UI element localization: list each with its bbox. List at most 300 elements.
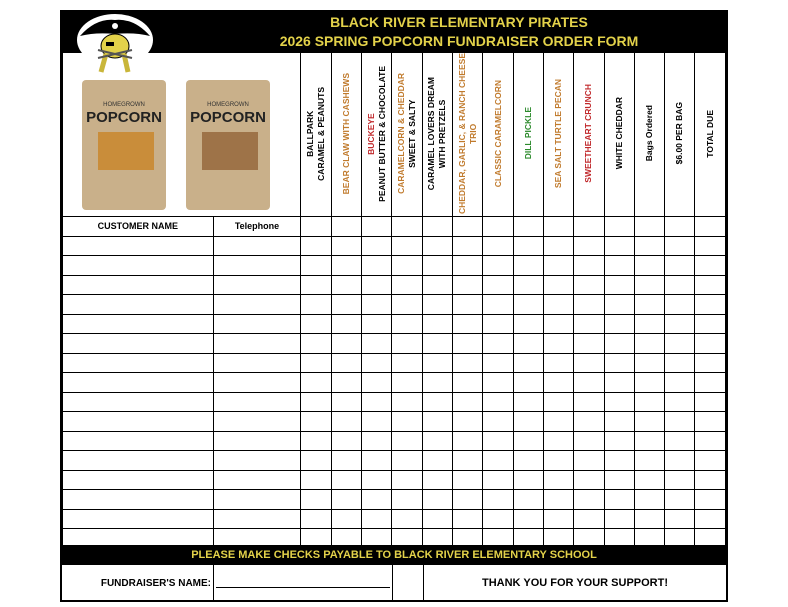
quantity-cell[interactable] (634, 236, 664, 256)
quantity-cell[interactable] (331, 256, 361, 276)
quantity-cell[interactable] (513, 236, 543, 256)
column-header-text (614, 97, 625, 169)
quantity-cell[interactable] (422, 431, 452, 451)
quantity-cell[interactable] (392, 314, 422, 334)
quantity-cell[interactable] (634, 412, 664, 432)
quantity-cell[interactable] (544, 431, 574, 451)
quantity-cell[interactable] (422, 353, 452, 373)
quantity-cell[interactable] (544, 451, 574, 471)
quantity-cell[interactable] (513, 275, 543, 295)
bag2-brand: HOMEGROWN (207, 102, 249, 108)
quantity-cell[interactable] (604, 256, 634, 276)
quantity-cell[interactable] (422, 314, 452, 334)
label-row-cell (544, 217, 574, 237)
school-title: BLACK RIVER ELEMENTARY PIRATES (330, 14, 588, 30)
label-row-cell (483, 217, 513, 237)
customer-name-cell[interactable] (63, 392, 214, 412)
quantity-cell[interactable] (574, 412, 604, 432)
quantity-cell[interactable] (634, 295, 664, 315)
header-segment: WITH PRETZELS (437, 99, 448, 168)
quantity-cell[interactable] (362, 275, 392, 295)
quantity-cell[interactable] (301, 314, 331, 334)
quantity-cell[interactable] (453, 275, 483, 295)
quantity-cell[interactable] (634, 470, 664, 490)
quantity-cell[interactable] (513, 334, 543, 354)
quantity-cell[interactable] (574, 373, 604, 393)
product-column-header (665, 53, 695, 217)
quantity-cell[interactable] (453, 431, 483, 451)
quantity-cell[interactable] (362, 295, 392, 315)
quantity-cell[interactable] (453, 334, 483, 354)
customer-name-cell[interactable] (63, 256, 214, 276)
customer-name-cell[interactable] (63, 470, 214, 490)
quantity-cell[interactable] (331, 392, 361, 412)
quantity-cell[interactable] (301, 256, 331, 276)
quantity-cell[interactable] (604, 431, 634, 451)
quantity-cell[interactable] (513, 373, 543, 393)
quantity-cell[interactable] (544, 334, 574, 354)
quantity-cell[interactable] (453, 392, 483, 412)
quantity-cell[interactable] (392, 470, 422, 490)
quantity-cell[interactable] (422, 334, 452, 354)
quantity-cell[interactable] (513, 490, 543, 510)
quantity-cell[interactable] (604, 295, 634, 315)
customer-name-cell[interactable] (63, 490, 214, 510)
quantity-cell[interactable] (362, 392, 392, 412)
quantity-cell[interactable] (453, 470, 483, 490)
quantity-cell[interactable] (392, 334, 422, 354)
quantity-cell[interactable] (665, 256, 695, 276)
customer-name-header: CUSTOMER NAME (63, 217, 214, 237)
quantity-cell[interactable] (634, 392, 664, 412)
telephone-cell[interactable] (213, 470, 301, 490)
customer-name-cell[interactable] (63, 412, 214, 432)
quantity-cell[interactable] (362, 431, 392, 451)
quantity-cell[interactable] (574, 236, 604, 256)
customer-name-cell[interactable] (63, 275, 214, 295)
quantity-cell[interactable] (574, 392, 604, 412)
customer-name-cell[interactable] (63, 353, 214, 373)
telephone-cell[interactable] (213, 353, 301, 373)
header-segment: SWEETHEART CRUNCH (583, 84, 594, 183)
quantity-cell[interactable] (392, 373, 422, 393)
quantity-cell[interactable] (513, 509, 543, 529)
label-row-cell (665, 217, 695, 237)
quantity-cell[interactable] (483, 392, 513, 412)
footer-blank-cell (393, 565, 424, 602)
quantity-cell[interactable] (453, 314, 483, 334)
quantity-cell[interactable] (301, 236, 331, 256)
quantity-cell[interactable] (301, 275, 331, 295)
quantity-cell[interactable] (422, 451, 452, 471)
label-row-cell (422, 217, 452, 237)
quantity-cell[interactable] (483, 314, 513, 334)
column-header-text (705, 110, 716, 158)
quantity-cell[interactable] (453, 256, 483, 276)
quantity-cell[interactable] (665, 353, 695, 373)
quantity-cell[interactable] (362, 509, 392, 529)
quantity-cell[interactable] (634, 256, 664, 276)
quantity-cell[interactable] (483, 353, 513, 373)
quantity-cell[interactable] (301, 470, 331, 490)
quantity-cell[interactable] (634, 334, 664, 354)
checks-payable-note: PLEASE MAKE CHECKS PAYABLE TO BLACK RIVER ELEMENTARY SCHOOL (62, 545, 726, 565)
quantity-cell[interactable] (301, 334, 331, 354)
order-row (63, 431, 726, 451)
quantity-cell[interactable] (331, 451, 361, 471)
quantity-cell[interactable] (695, 353, 726, 373)
header-segment: TOTAL DUE (704, 109, 715, 158)
telephone-cell[interactable] (213, 431, 301, 451)
quantity-cell[interactable] (695, 373, 726, 393)
label-row-cell (695, 217, 726, 237)
quantity-cell[interactable] (574, 490, 604, 510)
customer-name-cell[interactable] (63, 431, 214, 451)
quantity-cell[interactable] (331, 334, 361, 354)
quantity-cell[interactable] (483, 236, 513, 256)
quantity-cell[interactable] (422, 256, 452, 276)
quantity-cell[interactable] (544, 470, 574, 490)
quantity-cell[interactable] (483, 373, 513, 393)
quantity-cell[interactable] (544, 392, 574, 412)
quantity-cell[interactable] (604, 236, 634, 256)
customer-name-cell[interactable] (63, 451, 214, 471)
quantity-cell[interactable] (544, 275, 574, 295)
quantity-cell[interactable] (513, 353, 543, 373)
quantity-cell[interactable] (513, 314, 543, 334)
customer-name-cell[interactable] (63, 509, 214, 529)
quantity-cell[interactable] (695, 412, 726, 432)
quantity-cell[interactable] (362, 334, 392, 354)
column-header-text (426, 77, 448, 190)
label-row-cell (604, 217, 634, 237)
quantity-cell[interactable] (604, 470, 634, 490)
pirate-logo-icon (76, 14, 154, 76)
quantity-cell[interactable] (544, 490, 574, 510)
quantity-cell[interactable] (362, 236, 392, 256)
header-segment: DILL PICKLE (522, 107, 533, 160)
quantity-cell[interactable] (422, 373, 452, 393)
quantity-cell[interactable] (574, 431, 604, 451)
header-segment: TRIO (467, 123, 478, 144)
quantity-cell[interactable] (392, 509, 422, 529)
quantity-cell[interactable] (483, 490, 513, 510)
header-segment: CLASSIC CARAMELCORN (492, 79, 503, 188)
quantity-cell[interactable] (665, 295, 695, 315)
quantity-cell[interactable] (634, 509, 664, 529)
quantity-cell[interactable] (695, 275, 726, 295)
quantity-cell[interactable] (392, 412, 422, 432)
quantity-cell[interactable] (392, 392, 422, 412)
quantity-cell[interactable] (301, 412, 331, 432)
quantity-cell[interactable] (604, 373, 634, 393)
quantity-cell[interactable] (634, 314, 664, 334)
quantity-cell[interactable] (665, 373, 695, 393)
product-column-header (544, 53, 574, 217)
quantity-cell[interactable] (362, 412, 392, 432)
quantity-cell[interactable] (362, 256, 392, 276)
quantity-cell[interactable] (574, 470, 604, 490)
label-row-cell (574, 217, 604, 237)
quantity-cell[interactable] (513, 451, 543, 471)
quantity-cell[interactable] (453, 451, 483, 471)
quantity-cell[interactable] (544, 256, 574, 276)
quantity-cell[interactable] (422, 470, 452, 490)
customer-name-cell[interactable] (63, 373, 214, 393)
quantity-cell[interactable] (483, 275, 513, 295)
label-row-cell (634, 217, 664, 237)
quantity-cell[interactable] (574, 275, 604, 295)
header-segment: $6.00 PER BAG (674, 102, 685, 165)
telephone-cell[interactable] (213, 509, 301, 529)
order-row (63, 490, 726, 510)
order-row (63, 256, 726, 276)
quantity-cell[interactable] (604, 509, 634, 529)
quantity-cell[interactable] (392, 275, 422, 295)
label-row-cell (331, 217, 361, 237)
product-column-header (422, 53, 452, 217)
header-segment: BEAR CLAW WITH CASHEWS (340, 72, 351, 195)
popcorn-bags-image (76, 72, 296, 212)
quantity-cell[interactable] (483, 412, 513, 432)
quantity-cell[interactable] (392, 431, 422, 451)
quantity-cell[interactable] (604, 353, 634, 373)
quantity-cell[interactable] (695, 256, 726, 276)
quantity-cell[interactable] (544, 236, 574, 256)
quantity-cell[interactable] (513, 392, 543, 412)
quantity-cell[interactable] (422, 392, 452, 412)
quantity-cell[interactable] (665, 412, 695, 432)
quantity-cell[interactable] (362, 470, 392, 490)
quantity-cell[interactable] (483, 256, 513, 276)
telephone-cell[interactable] (213, 490, 301, 510)
quantity-cell[interactable] (362, 490, 392, 510)
quantity-cell[interactable] (665, 334, 695, 354)
quantity-cell[interactable] (301, 353, 331, 373)
order-row (63, 392, 726, 412)
quantity-cell[interactable] (453, 373, 483, 393)
bag1-name: POPCORN (86, 109, 162, 126)
quantity-cell[interactable] (392, 236, 422, 256)
title-banner (62, 12, 726, 53)
telephone-cell[interactable] (213, 451, 301, 471)
order-row (63, 314, 726, 334)
telephone-cell[interactable] (213, 256, 301, 276)
telephone-cell[interactable] (213, 314, 301, 334)
customer-name-cell[interactable] (63, 334, 214, 354)
quantity-cell[interactable] (422, 275, 452, 295)
quantity-cell[interactable] (513, 295, 543, 315)
quantity-cell[interactable] (483, 451, 513, 471)
quantity-cell[interactable] (301, 431, 331, 451)
customer-name-cell[interactable] (63, 236, 214, 256)
order-row (63, 451, 726, 471)
quantity-cell[interactable] (483, 334, 513, 354)
quantity-cell[interactable] (604, 334, 634, 354)
quantity-cell[interactable] (453, 295, 483, 315)
quantity-cell[interactable] (544, 314, 574, 334)
fundraiser-name-field[interactable] (213, 565, 393, 602)
telephone-cell[interactable] (213, 412, 301, 432)
quantity-cell[interactable] (301, 392, 331, 412)
quantity-cell[interactable] (695, 509, 726, 529)
quantity-cell[interactable] (331, 353, 361, 373)
quantity-cell[interactable] (362, 314, 392, 334)
quantity-cell[interactable] (634, 275, 664, 295)
quantity-cell[interactable] (574, 353, 604, 373)
telephone-cell[interactable] (213, 392, 301, 412)
quantity-cell[interactable] (483, 470, 513, 490)
product-column-header (695, 53, 726, 217)
quantity-cell[interactable] (513, 256, 543, 276)
product-column-header (513, 53, 543, 217)
quantity-cell[interactable] (544, 353, 574, 373)
quantity-cell[interactable] (634, 451, 664, 471)
column-header-text (305, 87, 327, 181)
quantity-cell[interactable] (695, 295, 726, 315)
product-column-header (483, 53, 513, 217)
quantity-cell[interactable] (665, 431, 695, 451)
order-row (63, 295, 726, 315)
quantity-cell[interactable] (301, 509, 331, 529)
column-header-text (396, 73, 418, 194)
quantity-cell[interactable] (544, 412, 574, 432)
customer-name-cell[interactable] (63, 295, 214, 315)
telephone-cell[interactable] (213, 334, 301, 354)
quantity-cell[interactable] (695, 431, 726, 451)
product-column-header (301, 53, 331, 217)
customer-name-cell[interactable] (63, 314, 214, 334)
quantity-cell[interactable] (604, 490, 634, 510)
quantity-cell[interactable] (392, 295, 422, 315)
quantity-cell[interactable] (665, 490, 695, 510)
quantity-cell[interactable] (453, 236, 483, 256)
product-column-header (392, 53, 422, 217)
quantity-cell[interactable] (331, 275, 361, 295)
quantity-cell[interactable] (331, 509, 361, 529)
quantity-cell[interactable] (544, 373, 574, 393)
quantity-cell[interactable] (634, 353, 664, 373)
header-segment: SEA SALT TURTLE PECAN (553, 78, 564, 189)
product-column-header (362, 53, 392, 217)
telephone-cell[interactable] (213, 275, 301, 295)
header-segment: Bags Ordered (644, 105, 655, 162)
quantity-cell[interactable] (331, 431, 361, 451)
quantity-cell[interactable] (362, 353, 392, 373)
quantity-cell[interactable] (453, 490, 483, 510)
quantity-cell[interactable] (604, 314, 634, 334)
quantity-cell[interactable] (604, 451, 634, 471)
quantity-cell[interactable] (665, 470, 695, 490)
quantity-cell[interactable] (513, 431, 543, 451)
label-row-cell (362, 217, 392, 237)
quantity-cell[interactable] (453, 353, 483, 373)
quantity-cell[interactable] (604, 392, 634, 412)
quantity-cell[interactable] (422, 509, 452, 529)
quantity-cell[interactable] (544, 295, 574, 315)
quantity-cell[interactable] (574, 256, 604, 276)
quantity-cell[interactable] (392, 451, 422, 471)
telephone-header: Telephone (213, 217, 301, 237)
quantity-cell[interactable] (665, 314, 695, 334)
order-row (63, 509, 726, 529)
quantity-cell[interactable] (634, 373, 664, 393)
header-segment: BUCKEYE (365, 112, 376, 155)
quantity-cell[interactable] (695, 470, 726, 490)
telephone-cell[interactable] (213, 295, 301, 315)
quantity-cell[interactable] (695, 334, 726, 354)
quantity-cell[interactable] (362, 373, 392, 393)
quantity-cell[interactable] (331, 314, 361, 334)
header-segment: BALLPARK (305, 110, 316, 157)
quantity-cell[interactable] (453, 412, 483, 432)
quantity-cell[interactable] (604, 412, 634, 432)
quantity-cell[interactable] (574, 334, 604, 354)
quantity-cell[interactable] (301, 295, 331, 315)
quantity-cell[interactable] (422, 236, 452, 256)
quantity-cell[interactable] (483, 509, 513, 529)
quantity-cell[interactable] (331, 236, 361, 256)
quantity-cell[interactable] (392, 353, 422, 373)
footer (62, 565, 726, 602)
telephone-cell[interactable] (213, 236, 301, 256)
quantity-cell[interactable] (331, 412, 361, 432)
quantity-cell[interactable] (301, 451, 331, 471)
quantity-cell[interactable] (695, 451, 726, 471)
quantity-cell[interactable] (665, 451, 695, 471)
quantity-cell[interactable] (422, 412, 452, 432)
quantity-cell[interactable] (513, 412, 543, 432)
quantity-cell[interactable] (301, 373, 331, 393)
quantity-cell[interactable] (574, 295, 604, 315)
quantity-cell[interactable] (665, 236, 695, 256)
quantity-cell[interactable] (483, 295, 513, 315)
product-column-header (453, 53, 483, 217)
quantity-cell[interactable] (331, 470, 361, 490)
quantity-cell[interactable] (422, 490, 452, 510)
quantity-cell[interactable] (574, 451, 604, 471)
column-header-text (493, 80, 504, 187)
quantity-cell[interactable] (665, 275, 695, 295)
product-column-header (331, 53, 361, 217)
quantity-cell[interactable] (634, 431, 664, 451)
quantity-cell[interactable] (695, 314, 726, 334)
quantity-cell[interactable] (362, 451, 392, 471)
quantity-cell[interactable] (665, 509, 695, 529)
quantity-cell[interactable] (331, 373, 361, 393)
quantity-cell[interactable] (331, 295, 361, 315)
quantity-cell[interactable] (483, 431, 513, 451)
quantity-cell[interactable] (574, 509, 604, 529)
quantity-cell[interactable] (695, 490, 726, 510)
quantity-cell[interactable] (453, 509, 483, 529)
quantity-cell[interactable] (634, 490, 664, 510)
quantity-cell[interactable] (695, 236, 726, 256)
telephone-cell[interactable] (213, 373, 301, 393)
quantity-cell[interactable] (513, 470, 543, 490)
quantity-cell[interactable] (574, 314, 604, 334)
quantity-cell[interactable] (544, 509, 574, 529)
quantity-cell[interactable] (392, 490, 422, 510)
quantity-cell[interactable] (695, 392, 726, 412)
quantity-cell[interactable] (331, 490, 361, 510)
header-segment: WHITE CHEDDAR (613, 97, 624, 170)
quantity-cell[interactable] (301, 490, 331, 510)
quantity-cell[interactable] (665, 392, 695, 412)
quantity-cell[interactable] (604, 275, 634, 295)
quantity-cell[interactable] (392, 256, 422, 276)
quantity-cell[interactable] (422, 295, 452, 315)
